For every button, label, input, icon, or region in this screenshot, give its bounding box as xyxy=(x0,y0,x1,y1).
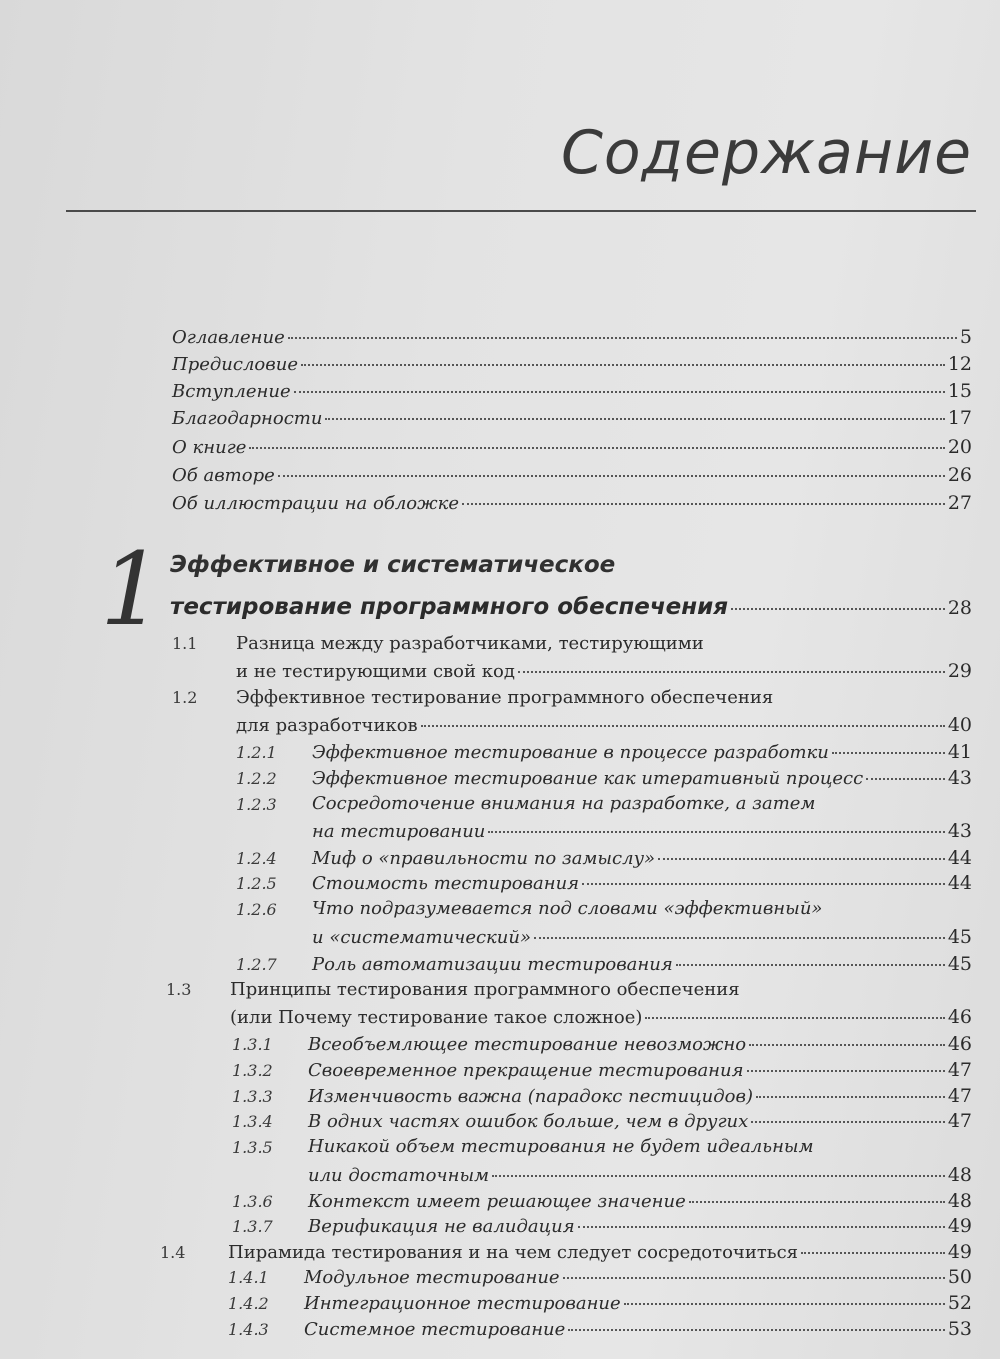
toc-entry-subsection[interactable] xyxy=(312,847,972,869)
toc-entry-subsection[interactable] xyxy=(308,1190,972,1212)
subsection-label: Контекст имеет решающее значение xyxy=(308,1191,686,1212)
section-page: 40 xyxy=(947,714,972,736)
subsection-page: 45 xyxy=(947,926,972,948)
subsection-page: 43 xyxy=(947,820,972,842)
leader-dots xyxy=(832,752,945,754)
subsection-number: 1.4.2 xyxy=(228,1294,269,1313)
subsection-page: 50 xyxy=(947,1266,972,1288)
subsection-number: 1.2.7 xyxy=(236,955,277,974)
chapter-page: 28 xyxy=(947,597,972,619)
subsection-number: 1.2.1 xyxy=(236,743,277,762)
toc-entry-section[interactable] xyxy=(236,714,972,736)
chapter-entry[interactable] xyxy=(170,594,972,620)
subsection-label: Модульное тестирование xyxy=(304,1267,560,1288)
subsection-number: 1.4.1 xyxy=(228,1268,269,1287)
chapter-title-line2: тестирование программного обеспечения xyxy=(170,594,728,620)
subsection-label: Своевременное прекращение тестирования xyxy=(308,1060,744,1081)
leader-dots xyxy=(731,608,945,610)
subsection-label-line1[interactable]: Сосредоточение внимания на разработке, а затем xyxy=(312,793,816,814)
subsection-page: 47 xyxy=(947,1085,972,1107)
subsection-number: 1.2.3 xyxy=(236,795,277,814)
toc-entry-subsection[interactable] xyxy=(304,1266,972,1288)
subsection-label: Изменчивость важна (парадокс пестицидов) xyxy=(308,1086,753,1107)
toc-entry-section[interactable] xyxy=(228,1241,972,1263)
subsection-label-line2: на тестировании xyxy=(312,821,486,842)
title-underline xyxy=(66,210,976,212)
subsection-page: 53 xyxy=(947,1318,972,1340)
subsection-number: 1.2.2 xyxy=(236,769,277,788)
subsection-label: Эффективное тестирование как итеративный процесс xyxy=(312,768,864,789)
toc-entry-subsection[interactable] xyxy=(308,1110,972,1132)
subsection-number: 1.3.6 xyxy=(232,1192,273,1211)
toc-entry-subsection[interactable] xyxy=(308,1033,972,1055)
subsection-label: Эффективное тестирование в процессе разработки xyxy=(312,742,829,763)
chapter-title-line1[interactable]: Эффективное и систематическое xyxy=(170,552,616,578)
leader-dots xyxy=(747,1070,945,1072)
leader-dots xyxy=(462,503,945,505)
toc-entry-label: Предисловие xyxy=(172,354,298,375)
toc-entry-subsection[interactable] xyxy=(312,820,972,842)
toc-entry-label: Оглавление xyxy=(172,327,285,348)
subsection-page: 48 xyxy=(947,1190,972,1212)
toc-entry-page: 12 xyxy=(947,353,972,375)
subsection-number: 1.2.5 xyxy=(236,874,277,893)
toc-entry-front[interactable] xyxy=(172,492,972,514)
subsection-page: 52 xyxy=(947,1292,972,1314)
chapter-number: 1 xyxy=(100,531,164,648)
toc-entry-page: 27 xyxy=(947,492,972,514)
section-title-line2: (или Почему тестирование такое сложное) xyxy=(230,1007,643,1028)
subsection-number: 1.3.3 xyxy=(232,1087,273,1106)
toc-entry-subsection[interactable] xyxy=(308,1215,972,1237)
subsection-page: 41 xyxy=(947,741,972,763)
leader-dots xyxy=(749,1044,945,1046)
toc-entry-subsection[interactable] xyxy=(308,1059,972,1081)
subsection-number: 1.2.4 xyxy=(236,849,277,868)
subsection-number: 1.4.3 xyxy=(228,1320,269,1339)
leader-dots xyxy=(568,1329,945,1331)
section-number: 1.2 xyxy=(172,688,198,707)
toc-entry-subsection[interactable] xyxy=(312,767,972,789)
toc-entry-subsection[interactable] xyxy=(312,741,972,763)
leader-dots xyxy=(518,671,945,673)
toc-entry-front[interactable] xyxy=(172,407,972,429)
section-page: 46 xyxy=(947,1006,972,1028)
leader-dots xyxy=(488,831,944,833)
toc-entry-front[interactable] xyxy=(172,353,972,375)
toc-entry-front[interactable] xyxy=(172,464,972,486)
section-title-line2: и не тестирующими свой код xyxy=(236,661,515,682)
subsection-label: Миф о «правильности по замыслу» xyxy=(312,848,656,869)
subsection-page: 47 xyxy=(947,1110,972,1132)
section-number: 1.1 xyxy=(172,634,198,653)
leader-dots xyxy=(249,447,944,449)
toc-entry-page: 20 xyxy=(947,436,972,458)
leader-dots xyxy=(492,1175,945,1177)
subsection-page: 46 xyxy=(947,1033,972,1055)
leader-dots xyxy=(421,725,945,727)
toc-entry-front[interactable] xyxy=(172,326,972,348)
toc-entry-subsection[interactable] xyxy=(308,1164,972,1186)
leader-dots xyxy=(294,391,945,393)
toc-entry-page: 17 xyxy=(947,407,972,429)
leader-dots xyxy=(534,937,945,939)
section-page: 29 xyxy=(947,660,972,682)
leader-dots xyxy=(278,475,945,477)
toc-entry-subsection[interactable] xyxy=(304,1318,972,1340)
subsection-label: Всеобъемлющее тестирование невозможно xyxy=(308,1034,747,1055)
subsection-number: 1.3.4 xyxy=(232,1112,273,1131)
section-number: 1.4 xyxy=(160,1243,186,1262)
subsection-label: Верификация не валидация xyxy=(308,1216,575,1237)
toc-entry-section[interactable] xyxy=(236,660,972,682)
toc-entry-subsection[interactable] xyxy=(304,1292,972,1314)
toc-entry-label: Благодарности xyxy=(172,408,323,429)
toc-entry-label: Об авторе xyxy=(172,465,275,486)
toc-entry-section[interactable] xyxy=(230,1006,972,1028)
leader-dots xyxy=(756,1096,945,1098)
leader-dots xyxy=(624,1303,945,1305)
subsection-number: 1.3.1 xyxy=(232,1035,273,1054)
leader-dots xyxy=(582,883,945,885)
toc-entry-page: 26 xyxy=(947,464,972,486)
subsection-number: 1.3.7 xyxy=(232,1217,273,1236)
subsection-page: 45 xyxy=(947,953,972,975)
leader-dots xyxy=(751,1121,945,1123)
subsection-page: 44 xyxy=(947,847,972,869)
toc-entry-subsection[interactable] xyxy=(312,953,972,975)
toc-entry-subsection[interactable] xyxy=(312,926,972,948)
toc-entry-front[interactable] xyxy=(172,380,972,402)
subsection-label: В одних частях ошибок больше, чем в других xyxy=(308,1111,749,1132)
toc-entry-page: 5 xyxy=(959,326,972,348)
toc-entry-page: 15 xyxy=(947,380,972,402)
subsection-label: Интеграционное тестирование xyxy=(304,1293,621,1314)
subsection-label-line1[interactable]: Что подразумевается под словами «эффективный» xyxy=(312,898,823,919)
subsection-label: Стоимость тестирования xyxy=(312,873,580,894)
subsection-number: 1.3.2 xyxy=(232,1061,273,1080)
subsection-page: 49 xyxy=(947,1215,972,1237)
leader-dots xyxy=(301,364,945,366)
toc-entry-label: Об иллюстрации на обложке xyxy=(172,493,459,514)
subsection-page: 47 xyxy=(947,1059,972,1081)
section-number: 1.3 xyxy=(166,980,192,999)
leader-dots xyxy=(689,1201,945,1203)
subsection-number: 1.2.6 xyxy=(236,900,277,919)
subsection-page: 44 xyxy=(947,872,972,894)
subsection-label: Роль автоматизации тестирования xyxy=(312,954,673,975)
section-title-line1[interactable]: Разница между разработчиками, тестирующими xyxy=(236,633,704,654)
subsection-label-line1[interactable]: Никакой объем тестирования не будет идеальным xyxy=(308,1136,814,1157)
leader-dots xyxy=(866,778,945,780)
subsection-label-line2: или достаточным xyxy=(308,1165,490,1186)
leader-dots xyxy=(563,1277,945,1279)
toc-entry-subsection[interactable] xyxy=(308,1085,972,1107)
toc-entry-front[interactable] xyxy=(172,436,972,458)
subsection-label-line2: и «систематический» xyxy=(312,927,531,948)
section-page: 49 xyxy=(947,1241,972,1263)
leader-dots xyxy=(325,418,944,420)
section-title-line2: для разработчиков xyxy=(236,715,418,736)
section-label: Пирамида тестирования и на чем следует сосредоточиться xyxy=(228,1242,799,1263)
leader-dots xyxy=(645,1017,944,1019)
section-title-line1[interactable]: Принципы тестирования программного обеспечения xyxy=(230,979,740,1000)
subsection-page: 43 xyxy=(947,767,972,789)
leader-dots xyxy=(288,337,957,339)
leader-dots xyxy=(578,1226,945,1228)
subsection-label: Системное тестирование xyxy=(304,1319,566,1340)
leader-dots xyxy=(801,1252,945,1254)
toc-entry-label: Вступление xyxy=(172,381,291,402)
toc-entry-subsection[interactable] xyxy=(312,872,972,894)
toc-entry-label: О книге xyxy=(172,437,247,458)
section-title-line1[interactable]: Эффективное тестирование программного обеспечения xyxy=(236,687,774,708)
page-title: Содержание xyxy=(560,118,972,188)
leader-dots xyxy=(658,858,945,860)
leader-dots xyxy=(676,964,945,966)
subsection-page: 48 xyxy=(947,1164,972,1186)
subsection-number: 1.3.5 xyxy=(232,1138,273,1157)
